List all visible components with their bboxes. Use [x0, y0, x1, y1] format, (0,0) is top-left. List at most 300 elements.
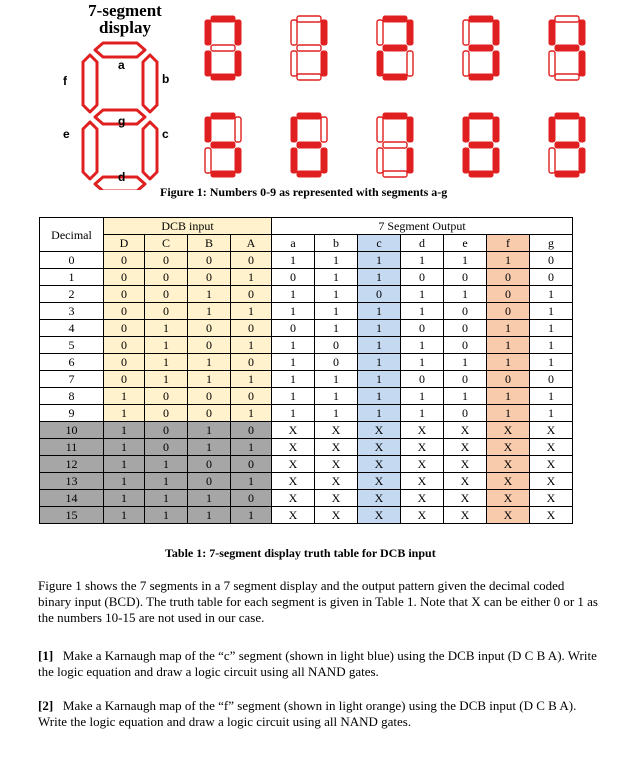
digit-segment-e [377, 51, 383, 76]
digit-segment-f [291, 20, 297, 45]
decimal-cell: 5 [40, 337, 104, 354]
output-cell: 1 [315, 269, 358, 286]
output-cell: X [401, 456, 444, 473]
output-cell: 0 [401, 269, 444, 286]
input-cell: 0 [104, 320, 145, 337]
digit-segment-b [407, 117, 413, 142]
title-line-2: display [99, 18, 151, 37]
digit-segment-g [211, 142, 235, 148]
input-cell: 1 [145, 490, 188, 507]
table-row [40, 490, 573, 507]
digit-segment-d [469, 171, 493, 177]
table-row [40, 286, 573, 303]
input-cell: 0 [104, 354, 145, 371]
output-cell: 1 [272, 388, 315, 405]
output-cell: 1 [401, 354, 444, 371]
digit-segment-e [549, 148, 555, 173]
digit-segment-a [469, 113, 493, 119]
output-cell: 1 [358, 388, 401, 405]
digit-segment-b [321, 20, 327, 45]
output-cell: X [315, 439, 358, 456]
label-b: b [162, 72, 170, 86]
output-cell: 1 [272, 354, 315, 371]
output-cell: 1 [530, 320, 573, 337]
question-2-number: [2] [38, 698, 54, 713]
segment-e [83, 122, 97, 179]
segment-f [83, 55, 97, 112]
input-cell: 1 [104, 507, 145, 524]
question-1-text: Make a Karnaugh map of the “c” segment (shown in light blue) using the DCB input (D C B A). Write the logic equation and draw a logic circuit using all NAND gates. [38, 648, 597, 679]
output-cell: X [444, 439, 487, 456]
output-col-g: g [530, 235, 573, 252]
output-cell: 0 [487, 303, 530, 320]
output-cell: 0 [401, 371, 444, 388]
output-cell: X [530, 473, 573, 490]
output-col-e: e [444, 235, 487, 252]
output-cell: X [358, 422, 401, 439]
output-cell: X [272, 507, 315, 524]
input-cell: 1 [188, 371, 231, 388]
digit-4 [549, 16, 585, 80]
question-1-number: [1] [38, 648, 54, 663]
output-cell: 0 [444, 337, 487, 354]
header-group-row [40, 218, 573, 235]
output-cell: X [358, 490, 401, 507]
label-g: g [118, 114, 126, 128]
output-cell: 1 [444, 354, 487, 371]
digit-segment-c [235, 51, 241, 76]
digit-segment-b [407, 20, 413, 45]
digit-segment-b [235, 117, 241, 142]
input-cell: 0 [145, 269, 188, 286]
input-cell: 1 [188, 490, 231, 507]
table-row [40, 337, 573, 354]
output-cell: 1 [487, 320, 530, 337]
input-cell: 1 [188, 422, 231, 439]
output-cell: X [401, 507, 444, 524]
digit-segment-d [555, 171, 579, 177]
input-cell: 1 [231, 507, 272, 524]
input-cell: 0 [188, 320, 231, 337]
input-col-B: B [188, 235, 231, 252]
input-cell: 0 [145, 388, 188, 405]
table-row [40, 371, 573, 388]
output-cell: X [272, 490, 315, 507]
output-cell: X [444, 473, 487, 490]
label-d: d [118, 170, 126, 184]
output-cell: 0 [487, 371, 530, 388]
input-cell: 1 [104, 405, 145, 422]
output-cell: 1 [530, 337, 573, 354]
input-cell: 1 [231, 337, 272, 354]
input-cell: 0 [188, 269, 231, 286]
output-cell: X [444, 507, 487, 524]
title-line-1: 7-segment [88, 1, 162, 20]
output-cell: 0 [358, 286, 401, 303]
output-cell: 0 [444, 269, 487, 286]
output-cell: 1 [272, 337, 315, 354]
digit-segment-d [469, 74, 493, 80]
output-cell: 1 [487, 337, 530, 354]
digit-segment-a [211, 113, 235, 119]
output-cell: 0 [530, 252, 573, 269]
input-cell: 1 [104, 456, 145, 473]
decimal-cell: 10 [40, 422, 104, 439]
input-cell: 1 [145, 354, 188, 371]
input-cell: 0 [145, 252, 188, 269]
digit-segment-c [407, 148, 413, 173]
output-cell: 1 [487, 252, 530, 269]
output-cell: 1 [358, 252, 401, 269]
input-cell: 1 [188, 354, 231, 371]
decimal-cell: 4 [40, 320, 104, 337]
digit-2 [377, 16, 413, 80]
input-cell: 1 [231, 371, 272, 388]
digit-segment-a [297, 113, 321, 119]
output-cell: 1 [358, 371, 401, 388]
input-cell: 1 [145, 337, 188, 354]
digit-segment-g [211, 45, 235, 51]
input-cell: 1 [188, 507, 231, 524]
decimal-header: Decimal [40, 218, 104, 252]
decimal-cell: 9 [40, 405, 104, 422]
digit-segment-a [469, 16, 493, 22]
input-cell: 0 [104, 371, 145, 388]
digit-segment-f [205, 117, 211, 142]
output-col-c: c [358, 235, 401, 252]
input-cell: 1 [145, 320, 188, 337]
digit-segment-a [297, 16, 321, 22]
decimal-cell: 3 [40, 303, 104, 320]
input-cell: 1 [104, 388, 145, 405]
decimal-cell: 13 [40, 473, 104, 490]
output-cell: 0 [530, 269, 573, 286]
digit-segment-g [383, 45, 407, 51]
header-column-row [40, 235, 573, 252]
output-cell: 1 [315, 320, 358, 337]
digit-segment-f [463, 117, 469, 142]
label-e: e [63, 127, 70, 141]
digit-segment-f [291, 117, 297, 142]
output-cell: 1 [272, 286, 315, 303]
decimal-cell: 0 [40, 252, 104, 269]
output-cell: X [487, 473, 530, 490]
output-cell: 1 [530, 286, 573, 303]
segment-b [143, 55, 157, 112]
output-col-d: d [401, 235, 444, 252]
digit-1 [291, 16, 327, 80]
output-cell: 1 [401, 252, 444, 269]
input-col-D: D [104, 235, 145, 252]
question-2 [38, 698, 598, 730]
question-2-text: Make a Karnaugh map of the “f” segment (shown in light orange) using the DCB input (D C B A). Write the logic equation and draw a logic circuit using all NAND gates. [38, 698, 577, 729]
digit-8 [463, 113, 499, 177]
digit-segment-c [493, 148, 499, 173]
figure-title [85, 2, 165, 36]
input-cell: 1 [104, 490, 145, 507]
input-cell: 1 [104, 473, 145, 490]
output-cell: 1 [401, 303, 444, 320]
digit-7 [377, 113, 413, 177]
input-cell: 0 [188, 473, 231, 490]
output-cell: 0 [272, 320, 315, 337]
output-cell: X [315, 456, 358, 473]
output-cell: X [444, 456, 487, 473]
output-cell: X [401, 473, 444, 490]
figure-caption: Figure 1: Numbers 0-9 as represented with segments a-g [160, 185, 448, 199]
output-cell: 1 [315, 388, 358, 405]
input-cell: 1 [145, 456, 188, 473]
output-cell: 1 [358, 337, 401, 354]
digit-segment-e [291, 51, 297, 76]
digit-segment-d [297, 74, 321, 80]
output-cell: 1 [315, 405, 358, 422]
digit-segment-g [297, 45, 321, 51]
digit-segment-c [407, 51, 413, 76]
input-cell: 1 [104, 439, 145, 456]
output-cell: 1 [358, 354, 401, 371]
output-cell: X [530, 507, 573, 524]
output-cell: 0 [444, 320, 487, 337]
digit-segment-b [493, 117, 499, 142]
digit-segment-e [549, 51, 555, 76]
output-cell: 1 [358, 405, 401, 422]
output-cell: X [358, 439, 401, 456]
digit-segment-c [321, 51, 327, 76]
digit-segment-f [377, 117, 383, 142]
output-cell: X [358, 507, 401, 524]
output-col-a: a [272, 235, 315, 252]
output-cell: X [444, 490, 487, 507]
output-cell: X [487, 456, 530, 473]
input-cell: 1 [145, 473, 188, 490]
digit-segment-c [579, 148, 585, 173]
output-cell: 1 [487, 388, 530, 405]
output-cell: 0 [444, 303, 487, 320]
segment-output-header: 7 Segment Output [272, 218, 573, 235]
segment-a [95, 43, 145, 57]
output-cell: 1 [444, 252, 487, 269]
input-cell: 0 [104, 269, 145, 286]
output-cell: 1 [487, 354, 530, 371]
digit-segment-a [555, 16, 579, 22]
input-cell: 0 [188, 337, 231, 354]
digit-segment-e [377, 148, 383, 173]
digit-segment-b [579, 117, 585, 142]
output-cell: 1 [530, 303, 573, 320]
output-cell: X [272, 473, 315, 490]
input-cell: 0 [231, 388, 272, 405]
output-cell: X [487, 507, 530, 524]
digit-segment-c [321, 148, 327, 173]
input-cell: 1 [231, 473, 272, 490]
digit-segment-e [463, 51, 469, 76]
truth-table [39, 217, 573, 524]
input-cell: 1 [231, 439, 272, 456]
digit-segment-a [383, 16, 407, 22]
table-caption: Table 1: 7-segment display truth table for DCB input [165, 546, 436, 560]
input-cell: 0 [188, 405, 231, 422]
decimal-cell: 7 [40, 371, 104, 388]
digit-segment-g [555, 142, 579, 148]
digit-segment-g [383, 142, 407, 148]
digit-segment-d [297, 171, 321, 177]
output-cell: 1 [401, 286, 444, 303]
digit-segment-a [211, 16, 235, 22]
output-cell: X [487, 422, 530, 439]
input-cell: 0 [188, 252, 231, 269]
table-row [40, 303, 573, 320]
label-c: c [162, 127, 169, 141]
output-cell: 1 [272, 371, 315, 388]
digit-segment-d [211, 171, 235, 177]
digit-segment-e [205, 148, 211, 173]
digit-examples [195, 8, 625, 178]
decimal-cell: 1 [40, 269, 104, 286]
digit-segment-f [463, 20, 469, 45]
table-row [40, 422, 573, 439]
input-cell: 1 [188, 286, 231, 303]
output-cell: X [530, 439, 573, 456]
digit-segment-f [549, 117, 555, 142]
digit-segment-b [235, 20, 241, 45]
question-1 [38, 648, 598, 680]
output-cell: X [401, 439, 444, 456]
intro-paragraph: Figure 1 shows the 7 segments in a 7 segment display and the output pattern given the decimal coded binary input (BCD). The truth table for each segment is given in Table 1. Note that X can be either 0 or 1 as the numbers 10-15 are not used in our case. [38, 578, 598, 625]
digit-segment-a [555, 113, 579, 119]
output-cell: X [401, 490, 444, 507]
output-cell: 1 [358, 269, 401, 286]
input-cell: 1 [188, 439, 231, 456]
table-row [40, 405, 573, 422]
digit-6 [291, 113, 327, 177]
input-cell: 0 [231, 490, 272, 507]
output-cell: 1 [315, 303, 358, 320]
output-cell: X [487, 490, 530, 507]
output-cell: X [315, 473, 358, 490]
input-cell: 1 [188, 303, 231, 320]
output-cell: X [530, 422, 573, 439]
table-row [40, 252, 573, 269]
output-cell: 0 [487, 286, 530, 303]
table-row [40, 473, 573, 490]
digit-segment-c [493, 51, 499, 76]
input-cell: 0 [145, 405, 188, 422]
digit-segment-f [549, 20, 555, 45]
decimal-cell: 2 [40, 286, 104, 303]
output-cell: 0 [315, 337, 358, 354]
output-cell: 0 [444, 371, 487, 388]
input-cell: 1 [231, 405, 272, 422]
digit-segment-c [235, 148, 241, 173]
decimal-cell: 6 [40, 354, 104, 371]
digit-segment-f [377, 20, 383, 45]
output-cell: 1 [315, 252, 358, 269]
output-cell: X [530, 456, 573, 473]
input-cell: 0 [104, 286, 145, 303]
output-cell: 0 [401, 320, 444, 337]
digit-segment-b [321, 117, 327, 142]
output-cell: 1 [530, 388, 573, 405]
table-row [40, 320, 573, 337]
output-cell: X [315, 422, 358, 439]
digit-5 [205, 113, 241, 177]
digit-segment-a [383, 113, 407, 119]
input-cell: 1 [145, 371, 188, 388]
input-cell: 0 [145, 303, 188, 320]
output-cell: 1 [315, 286, 358, 303]
output-cell: 1 [401, 405, 444, 422]
output-cell: X [272, 439, 315, 456]
output-cell: 1 [401, 388, 444, 405]
output-cell: 1 [530, 405, 573, 422]
output-cell: X [358, 456, 401, 473]
output-cell: 0 [487, 269, 530, 286]
digit-segment-d [383, 74, 407, 80]
table-row [40, 507, 573, 524]
digit-segment-b [493, 20, 499, 45]
output-cell: 0 [530, 371, 573, 388]
input-cell: 1 [231, 269, 272, 286]
input-cell: 1 [231, 303, 272, 320]
digit-segment-c [579, 51, 585, 76]
decimal-cell: 15 [40, 507, 104, 524]
output-cell: 1 [272, 252, 315, 269]
digit-segment-g [555, 45, 579, 51]
decimal-cell: 11 [40, 439, 104, 456]
output-cell: 0 [315, 354, 358, 371]
table-row [40, 269, 573, 286]
digit-segment-g [469, 142, 493, 148]
input-cell: 0 [104, 337, 145, 354]
output-cell: X [401, 422, 444, 439]
output-cell: 1 [401, 337, 444, 354]
input-cell: 0 [188, 388, 231, 405]
input-cell: 0 [231, 252, 272, 269]
digit-segment-e [205, 51, 211, 76]
digit-segment-b [579, 20, 585, 45]
table-row [40, 388, 573, 405]
digit-segment-e [291, 148, 297, 173]
digit-0 [205, 16, 241, 80]
output-cell: 1 [272, 303, 315, 320]
output-cell: 0 [444, 405, 487, 422]
input-cell: 0 [145, 439, 188, 456]
digit-segment-g [297, 142, 321, 148]
output-cell: 0 [272, 269, 315, 286]
output-col-f: f [487, 235, 530, 252]
digit-3 [463, 16, 499, 80]
output-cell: X [530, 490, 573, 507]
output-cell: 1 [444, 388, 487, 405]
label-f: f [63, 74, 67, 88]
digit-segment-d [383, 171, 407, 177]
output-cell: X [487, 439, 530, 456]
output-cell: X [315, 490, 358, 507]
input-col-A: A [231, 235, 272, 252]
input-cell: 1 [145, 507, 188, 524]
input-cell: 0 [231, 422, 272, 439]
table-row [40, 456, 573, 473]
output-cell: X [272, 422, 315, 439]
digit-segment-e [463, 148, 469, 173]
output-cell: X [358, 473, 401, 490]
input-cell: 0 [104, 252, 145, 269]
output-cell: 1 [315, 371, 358, 388]
output-cell: 1 [358, 320, 401, 337]
output-cell: 1 [444, 286, 487, 303]
digit-segment-d [555, 74, 579, 80]
